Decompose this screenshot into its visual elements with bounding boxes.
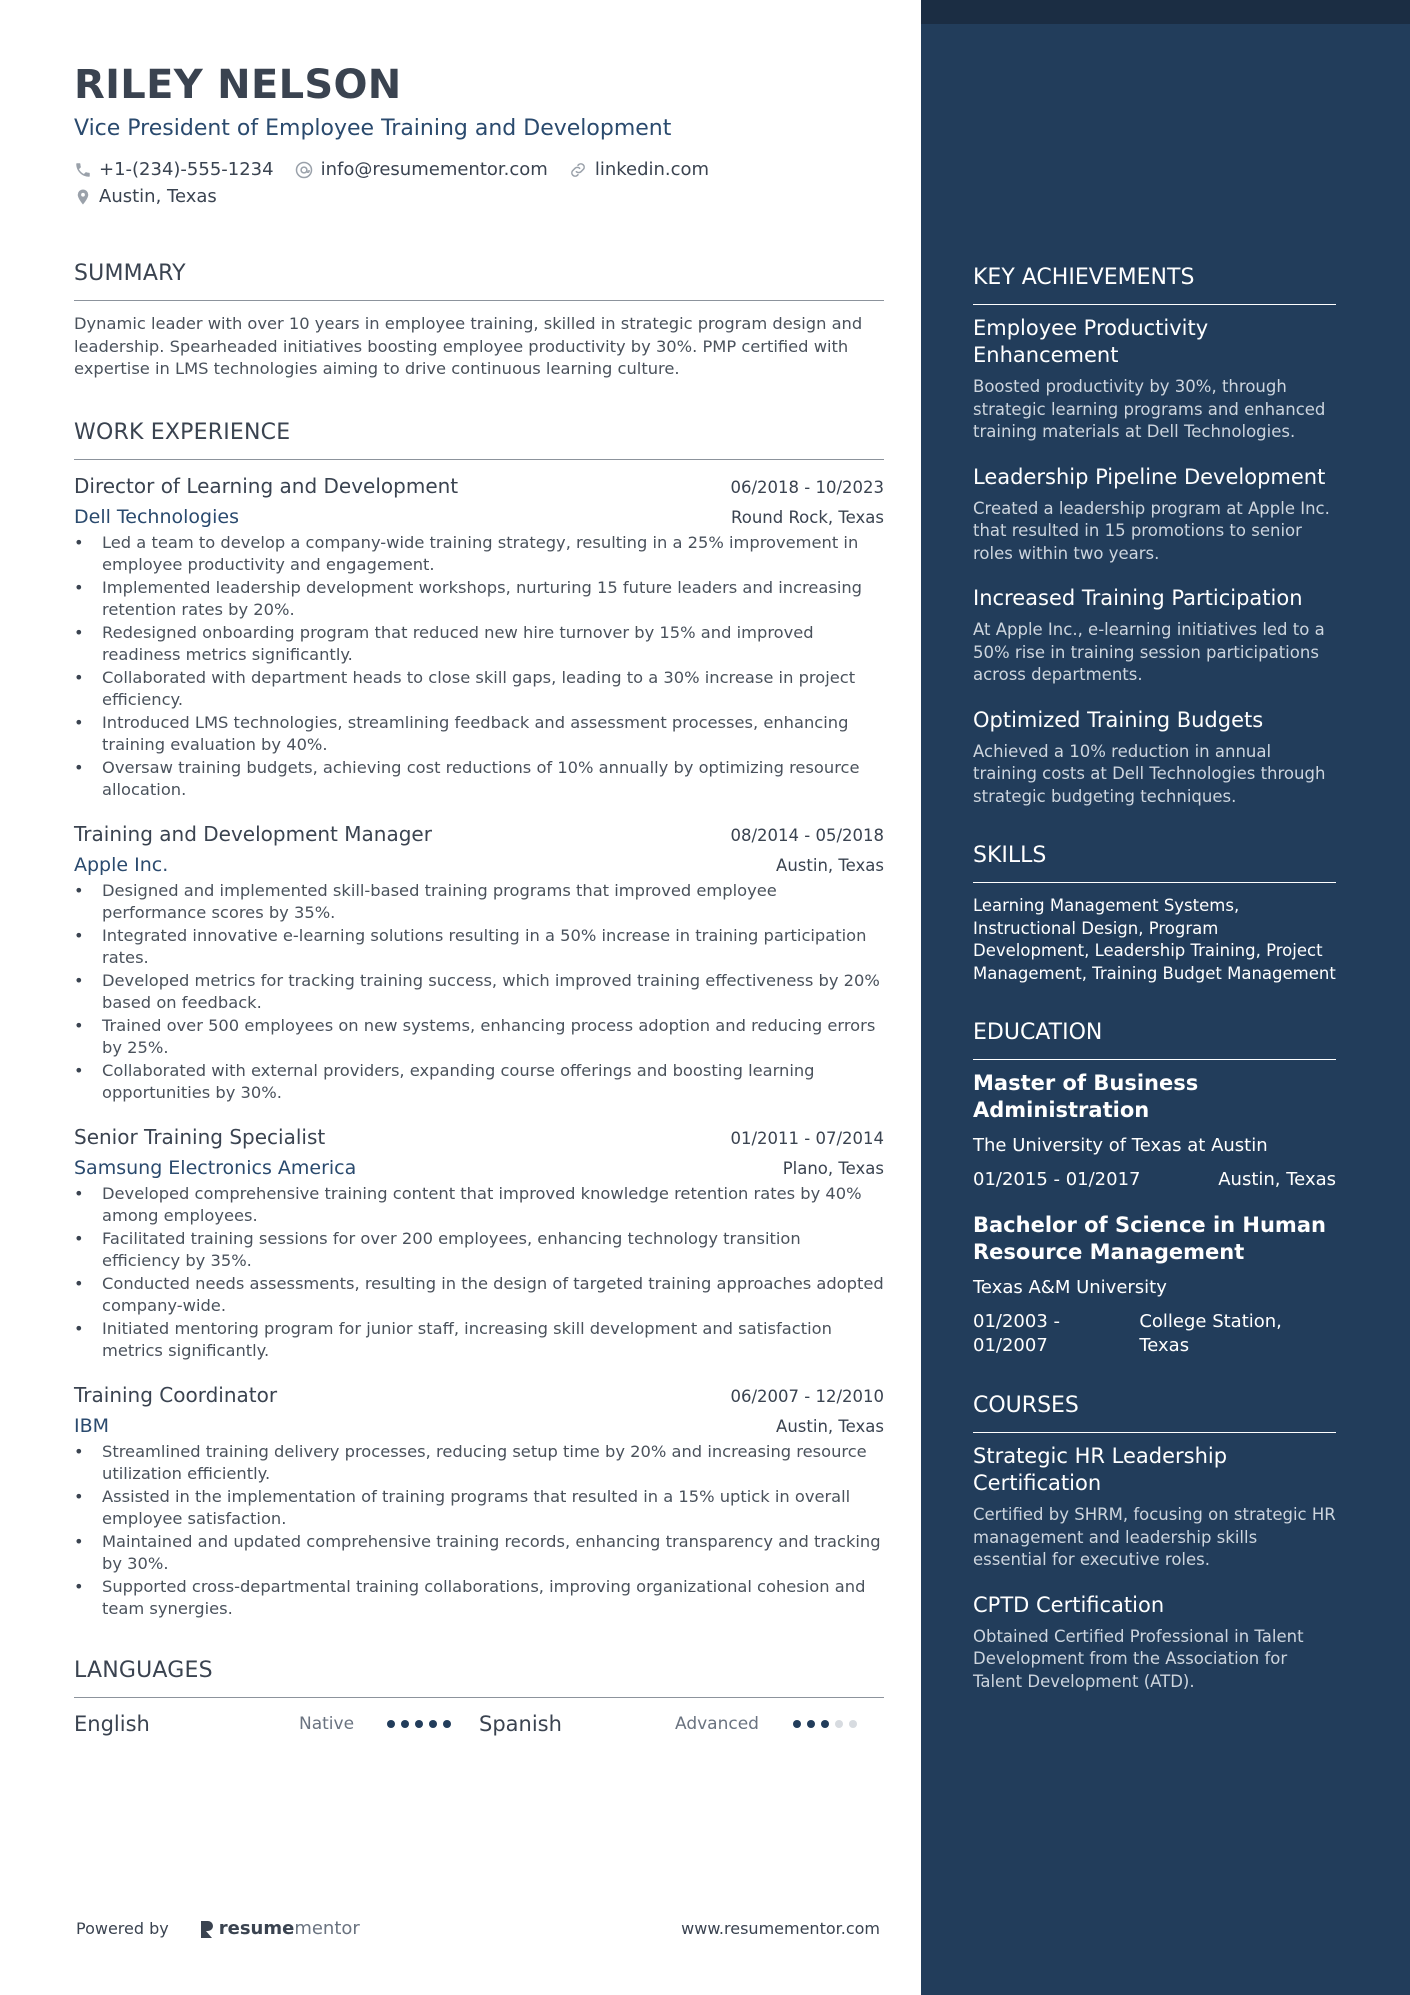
phone-contact[interactable] xyxy=(74,156,274,183)
link-text: linkedin.com xyxy=(594,159,710,180)
rating-dot-empty xyxy=(835,1720,843,1728)
at-icon xyxy=(294,160,314,180)
rating-dot-filled xyxy=(387,1720,395,1728)
bullet-item: • Implemented leadership development workshops, nurturing 15 future leaders and increasing retention rates by 20%. xyxy=(74,577,884,622)
language-item xyxy=(74,1712,479,1736)
phone-text: +1-(234)-555-1234 xyxy=(99,159,274,180)
degree: Master of Business Administration xyxy=(973,1071,1199,1122)
candidate-name: RILEY NELSON xyxy=(74,62,402,108)
edu-location: Austin, Texas xyxy=(1218,1169,1336,1190)
job-location: Austin, Texas xyxy=(776,1416,884,1436)
bullet-item: • Collaborated with department heads to close skill gaps, leading to a 30% increase in project efficiency. xyxy=(74,667,884,712)
job-dates: 06/2018 - 10/2023 xyxy=(730,477,884,497)
sidebar-top-band xyxy=(921,0,1410,24)
sidebar xyxy=(921,0,1410,1995)
job-dates: 01/2011 - 07/2014 xyxy=(730,1128,884,1148)
summary-section xyxy=(74,260,884,381)
rating-dot-filled xyxy=(793,1720,801,1728)
achievement-item xyxy=(973,585,1336,687)
bullet-item: • Facilitated training sessions for over 200 employees, enhancing technology transition efficiency by 35%. xyxy=(74,1228,884,1273)
achievement-desc: Boosted productivity by 30%, through strategic learning programs and enhanced training materials at Dell Technologies. xyxy=(973,377,1326,441)
bullet-item: • Assisted in the implementation of training programs that resulted in a 15% uptick in overall employee satisfaction. xyxy=(74,1486,884,1531)
job-bullets xyxy=(74,1441,884,1621)
rating-dot-filled xyxy=(807,1720,815,1728)
company-name: Apple Inc. xyxy=(74,853,169,876)
link-contact[interactable] xyxy=(568,156,709,183)
bullet-item: • Developed comprehensive training content that improved knowledge retention rates by 40% among employees. xyxy=(74,1183,884,1228)
achievement-title: Leadership Pipeline Development xyxy=(973,464,1326,489)
brand-logo[interactable] xyxy=(199,1918,360,1939)
footer xyxy=(76,1918,880,1939)
education-section xyxy=(973,1019,1336,1358)
achievement-title: Optimized Training Budgets xyxy=(973,707,1264,732)
bullet-item: • Collaborated with external providers, expanding course offerings and boosting learning opportunities by 30%. xyxy=(74,1060,884,1105)
bullet-item: • Led a team to develop a company-wide training strategy, resulting in a 25% improvement in employee productivity and engagement. xyxy=(74,532,884,577)
degree: Bachelor of Science in Human Resource Management xyxy=(973,1213,1326,1264)
job-bullets xyxy=(74,1183,884,1363)
school: Texas A&M University xyxy=(973,1277,1167,1298)
location-pin-icon xyxy=(74,187,92,207)
section-title: SUMMARY xyxy=(74,260,884,301)
language-item xyxy=(479,1712,884,1736)
achievement-desc: Created a leadership program at Apple Inc. that resulted in 15 promotions to senior roles within two years. xyxy=(973,498,1330,563)
job-bullets xyxy=(74,880,884,1105)
company-name: Dell Technologies xyxy=(74,505,239,528)
languages-section xyxy=(74,1657,884,1742)
bullet-item: • Oversaw training budgets, achieving cost reductions of 10% annually by optimizing resource allocation. xyxy=(74,757,884,802)
course-desc: Certified by SHRM, focusing on strategic HR management and leadership skills essential for executive roles. xyxy=(973,1505,1336,1569)
bullet-item: • Trained over 500 employees on new systems, enhancing process adoption and reducing errors by 25%. xyxy=(74,1015,884,1060)
job-entry xyxy=(74,1123,884,1363)
achievements-section xyxy=(973,264,1336,808)
achievement-item xyxy=(973,707,1336,809)
company-name: Samsung Electronics America xyxy=(74,1156,357,1179)
education-item xyxy=(973,1070,1336,1192)
job-dates: 08/2014 - 05/2018 xyxy=(730,825,884,845)
rating-dot-filled xyxy=(415,1720,423,1728)
job-location: Austin, Texas xyxy=(776,855,884,875)
job-dates: 06/2007 - 12/2010 xyxy=(730,1386,884,1406)
powered-by xyxy=(76,1918,360,1939)
main-column xyxy=(74,60,884,1742)
course-item xyxy=(973,1592,1336,1694)
brand-light: mentor xyxy=(294,1918,360,1939)
location-text: Austin, Texas xyxy=(99,186,217,207)
achievement-desc: At Apple Inc., e-learning initiatives led to a 50% rise in training session participations across departments. xyxy=(973,620,1325,684)
job-title: Training and Development Manager xyxy=(74,821,432,846)
email-contact[interactable] xyxy=(294,156,548,183)
edu-location: College Station, Texas xyxy=(1139,1311,1282,1356)
bullet-item: • Designed and implemented skill-based training programs that improved employee performance scores by 35%. xyxy=(74,880,884,925)
brand-bold: resume xyxy=(218,1918,295,1939)
email-text: info@resumementor.com xyxy=(320,159,548,180)
skills-section xyxy=(973,842,1336,985)
achievement-desc: Achieved a 10% reduction in annual training costs at Dell Technologies through strategic budgeting techniques. xyxy=(973,741,1326,806)
language-name: English xyxy=(74,1711,150,1736)
bullet-item: • Initiated mentoring program for junior staff, increasing skill development and satisfaction metrics significantly. xyxy=(74,1318,884,1363)
link-icon xyxy=(568,160,588,180)
course-title: Strategic HR Leadership Certification xyxy=(973,1444,1228,1495)
summary-text: Dynamic leader with over 10 years in employee training, skilled in strategic program design and leadership. Spearheaded initiatives boosting employee productivity by 30%. PMP certified with expertise in LMS technologies aiming to drive continuous learning culture. xyxy=(74,314,863,378)
section-title: WORK EXPERIENCE xyxy=(74,419,884,460)
job-entry xyxy=(74,820,884,1105)
bullet-item: • Integrated innovative e-learning solutions resulting in a 50% increase in training participation rates. xyxy=(74,925,884,970)
company-name: IBM xyxy=(74,1414,110,1437)
section-title: KEY ACHIEVEMENTS xyxy=(973,264,1336,305)
skills-text: Learning Management Systems, Instructional Design, Program Development, Leadership Training, Project Management, Training Budget Management xyxy=(973,896,1336,983)
language-level: Advanced xyxy=(675,1713,759,1734)
resumementor-logo-icon xyxy=(199,1919,215,1939)
job-location: Plano, Texas xyxy=(782,1158,884,1178)
location-contact xyxy=(74,183,217,210)
headline: Vice President of Employee Training and Development xyxy=(74,116,672,141)
bullet-item: • Streamlined training delivery processes, reducing setup time by 20% and increasing resource utilization efficiently. xyxy=(74,1441,884,1486)
edu-dates: 01/2003 - 01/2007 xyxy=(973,1311,1060,1356)
rating-dot-filled xyxy=(443,1720,451,1728)
bullet-item: • Introduced LMS technologies, streamlining feedback and assessment processes, enhancing training evaluation by 40%. xyxy=(74,712,884,757)
section-title: EDUCATION xyxy=(973,1019,1336,1060)
achievement-item xyxy=(973,464,1336,566)
school: The University of Texas at Austin xyxy=(973,1135,1268,1156)
achievement-title: Employee Productivity Enhancement xyxy=(973,316,1209,367)
job-title: Senior Training Specialist xyxy=(74,1124,326,1149)
course-title: CPTD Certification xyxy=(973,1592,1165,1617)
bullet-item: • Conducted needs assessments, resulting in the design of targeted training approaches adopted company-wide. xyxy=(74,1273,884,1318)
job-bullets xyxy=(74,532,884,802)
courses-section xyxy=(973,1392,1336,1693)
education-item xyxy=(973,1212,1336,1358)
course-desc: Obtained Certified Professional in Talent Development from the Association for Talent Development (ATD). xyxy=(973,1626,1304,1691)
phone-icon xyxy=(74,161,92,179)
bullet-item: • Maintained and updated comprehensive training records, enhancing transparency and tracking by 30%. xyxy=(74,1531,884,1576)
job-entry xyxy=(74,472,884,802)
section-title: COURSES xyxy=(973,1392,1336,1433)
job-location: Round Rock, Texas xyxy=(731,507,884,527)
language-rating xyxy=(387,1720,457,1728)
achievement-item xyxy=(973,315,1336,444)
rating-dot-filled xyxy=(401,1720,409,1728)
rating-dot-filled xyxy=(429,1720,437,1728)
job-title: Director of Learning and Development xyxy=(74,473,459,498)
bullet-item: • Redesigned onboarding program that reduced new hire turnover by 15% and improved readiness metrics significantly. xyxy=(74,622,884,667)
language-rating xyxy=(793,1720,863,1728)
course-item xyxy=(973,1443,1336,1572)
experience-section xyxy=(74,419,884,1621)
job-title: Training Coordinator xyxy=(74,1382,278,1407)
contact-info xyxy=(74,156,884,210)
section-title: LANGUAGES xyxy=(74,1657,884,1698)
job-entry xyxy=(74,1381,884,1621)
powered-by-text: Powered by xyxy=(76,1919,169,1938)
bullet-item: • Developed metrics for tracking training success, which improved training effectiveness by 20% based on feedback. xyxy=(74,970,884,1015)
language-level: Native xyxy=(299,1713,355,1734)
bullet-item: • Supported cross-departmental training collaborations, improving organizational cohesion and team synergies. xyxy=(74,1576,884,1621)
achievement-title: Increased Training Participation xyxy=(973,586,1303,610)
language-name: Spanish xyxy=(479,1711,562,1736)
rating-dot-empty xyxy=(849,1720,857,1728)
rating-dot-filled xyxy=(821,1720,829,1728)
website-link[interactable]: www.resumementor.com xyxy=(681,1919,880,1938)
edu-dates: 01/2015 - 01/2017 xyxy=(973,1169,1141,1190)
section-title: SKILLS xyxy=(973,842,1336,883)
